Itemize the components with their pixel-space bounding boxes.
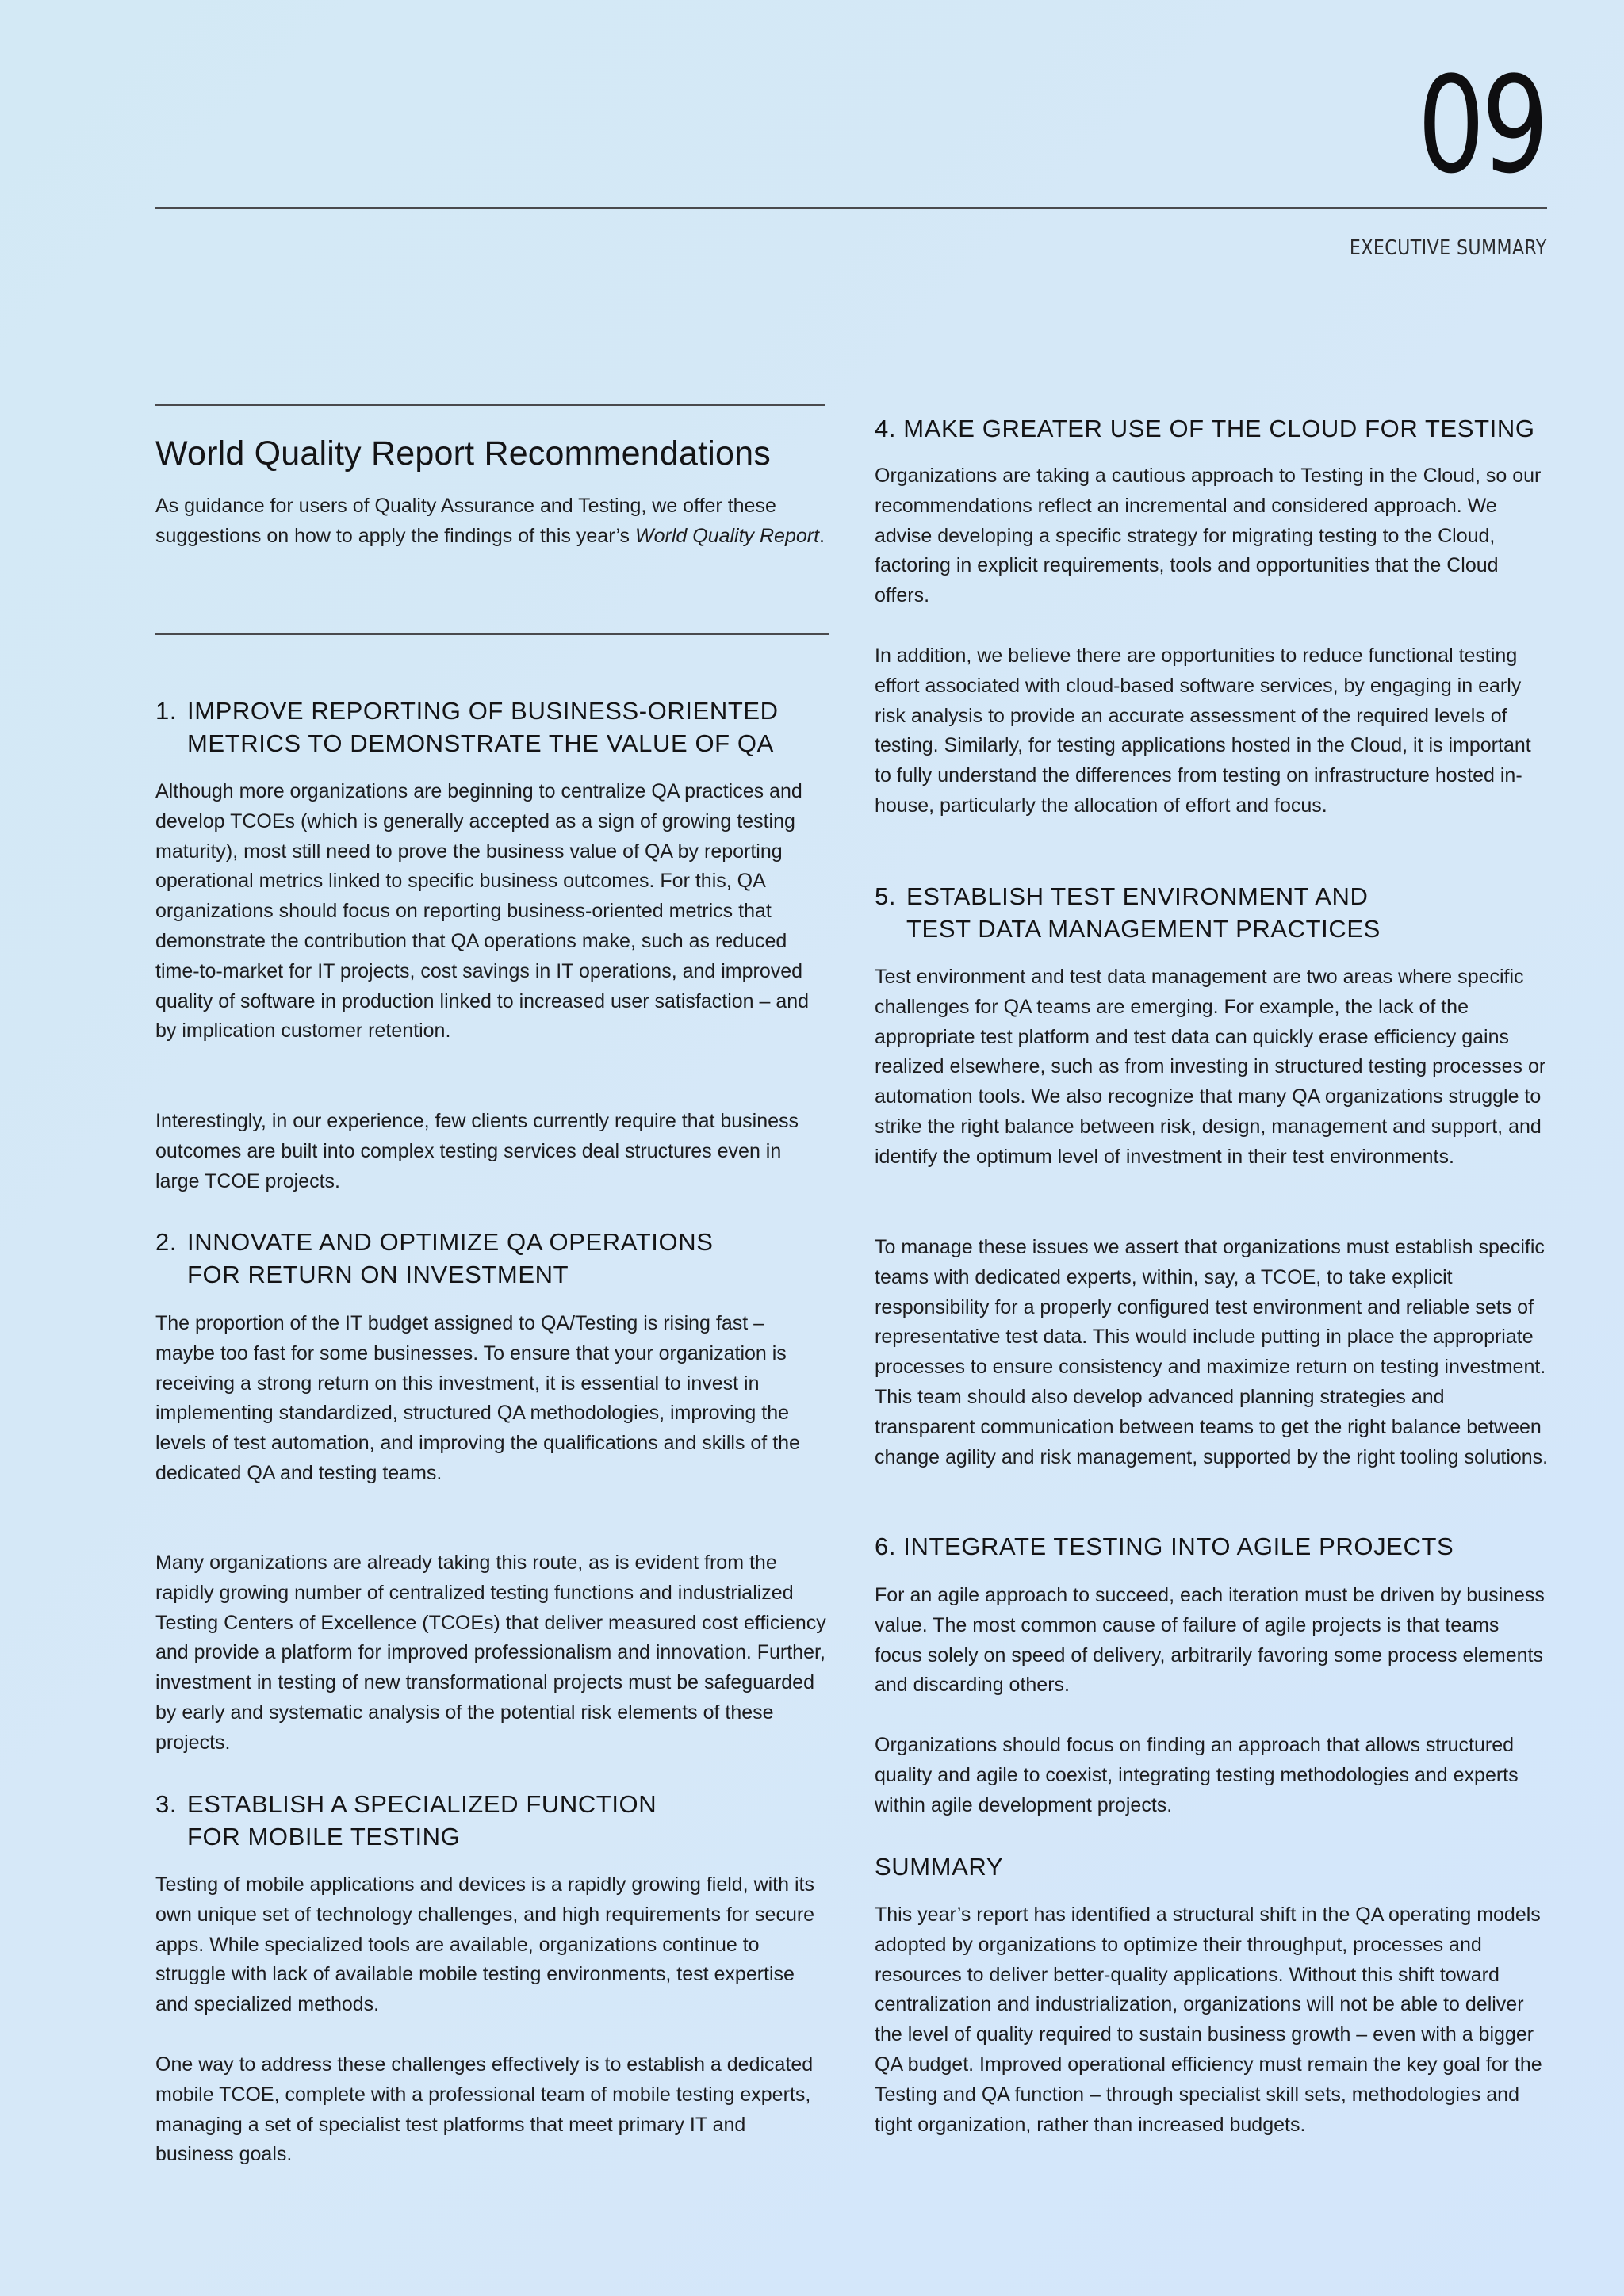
section-6-heading <box>875 1530 1549 1563</box>
intro-bottom-divider <box>155 633 829 635</box>
page-number: 09 <box>1417 48 1545 203</box>
section-1-paragraph-2: Interestingly, in our experience, few clients currently require that business outcomes are built into complex testing services deal structures even in large TCOE projects. <box>155 1110 799 1192</box>
section-5-heading <box>875 880 1549 945</box>
section-6-number: 6. <box>875 1533 897 1560</box>
section-2-paragraph-1: The proportion of the IT budget assigned to QA/Testing is rising fast – maybe too fast for some businesses. To ensure that your organization is receiving a strong return on this investment, it is essential to invest in implementing standardized, structured QA methodologies, improving the levels of test automation, and improving the qualifications and skills of the dedicated QA and testing teams. <box>155 1312 800 1484</box>
section-1-number: 1. <box>155 697 178 725</box>
section-4-heading <box>875 412 1557 445</box>
summary-heading: SUMMARY <box>875 1853 1004 1881</box>
section-4-paragraph-2: In addition, we believe there are opportunities to reduce functional testing effort associated with cloud-based software services, by engaging in early risk analysis to provide an accurate assessment of the required levels of testing. Similarly, for testing applications hosted in the Cloud, it is important to fully understand the differences from testing on infrastructure hosted in-house, particularly the allocation of effort and focus. <box>875 645 1531 817</box>
section-6-heading-line1: INTEGRATE TESTING INTO AGILE PROJECTS <box>903 1533 1454 1560</box>
section-1-heading-line1: IMPROVE REPORTING OF BUSINESS-ORIENTED <box>187 697 779 725</box>
section-5-paragraph-2: To manage these issues we assert that organizations must establish specific teams with dedicated experts, within, say, a TCOE, to take explicit responsibility for a properly configured test environment and reliable sets of representative test data. This would include putting in place the appropriate processes to ensure consistency and maximize return on testing investment. This team should also develop advanced planning strategies and transparent communication between teams to get the right balance between change agility and risk management, supported by the right tooling solutions. <box>875 1236 1549 1468</box>
section-3-heading-line2: FOR MOBILE TESTING <box>187 1823 461 1850</box>
section-5-heading-line2: TEST DATA MANAGEMENT PRACTICES <box>906 915 1381 943</box>
section-3-paragraph-2: One way to address these challenges effectively is to establish a dedicated mobile TCOE, complete with a professional team of mobile testing experts, managing a set of specialist test platforms that meet primary IT and business goals. <box>155 2053 814 2166</box>
section-6-paragraph-2: Organizations should focus on finding an approach that allows structured quality and agile to coexist, integrating testing methodologies and experts within agile development projects. <box>875 1734 1519 1816</box>
header-divider <box>155 207 1547 209</box>
intro-text-lead: As guidance for users of Quality Assurance and Testing, we offer these suggestions on how to apply the findings of this year’s <box>155 495 776 547</box>
intro-top-divider <box>155 404 825 406</box>
intro-title: World Quality Report Recommendations <box>155 434 771 473</box>
section-3-number: 3. <box>155 1790 178 1818</box>
report-title-emphasis: World Quality Report <box>635 525 820 547</box>
section-5-paragraph-1: Test environment and test data management are two areas where specific challenges for QA teams are emerging. For example, the lack of the appropriate test platform and test data can quickly erase efficiency gains realized elsewhere, such as from investing in structured testing processes or automation tools. We also recognize that many QA organizations struggle to strike the right balance between risk, design, management and support, and identify the optimum level of investment in their test environments. <box>875 966 1546 1168</box>
section-5-heading-line1: ESTABLISH TEST ENVIRONMENT AND <box>906 882 1369 910</box>
section-2-heading <box>155 1226 829 1291</box>
section-2-heading-line2: FOR RETURN ON INVESTMENT <box>187 1261 569 1288</box>
section-1-heading <box>155 695 829 760</box>
section-3-heading-line1: ESTABLISH A SPECIALIZED FUNCTION <box>187 1790 657 1818</box>
section-5-number: 5. <box>875 882 897 910</box>
intro-text-end: . <box>819 525 825 547</box>
section-3-heading <box>155 1788 829 1853</box>
intro-text <box>155 491 829 551</box>
section-6-paragraph-1: For an agile approach to succeed, each iteration must be driven by business value. The most common cause of failure of agile projects is that teams focus solely on speed of delivery, arbitrarily favoring some process elements and discarding others. <box>875 1584 1545 1697</box>
section-2-paragraph-2: Many organizations are already taking this route, as is evident from the rapidly growing number of centralized testing functions and industrialized Testing Centers of Excellence (TCOEs) that deliver measured cost efficiency and provide a platform for improved professionalism and innovation. Further, investment in testing of new transformational projects must be safeguarded by early and systematic analysis of the potential risk elements of these projects. <box>155 1552 826 1754</box>
section-4-paragraph-1: Organizations are taking a cautious approach to Testing in the Cloud, so our recommendations reflect an incremental and considered approach. We advise developing a specific strategy for migrating testing to the Cloud, factoring in explicit requirements, tools and opportunities that the Cloud offers. <box>875 465 1542 607</box>
section-2-number: 2. <box>155 1228 178 1256</box>
section-label: EXECUTIVE SUMMARY <box>1350 236 1547 260</box>
section-4-heading-line1: MAKE GREATER USE OF THE CLOUD FOR TESTING <box>903 415 1535 442</box>
section-2-heading-line1: INNOVATE AND OPTIMIZE QA OPERATIONS <box>187 1228 714 1256</box>
section-1-heading-line2: METRICS TO DEMONSTRATE THE VALUE OF QA <box>187 729 774 757</box>
section-1-paragraph-1: Although more organizations are beginning to centralize QA practices and develop TCOEs (which is generally accepted as a sign of growing testing maturity), most still need to prove the business value of QA by reporting operational metrics linked to specific business outcomes. For this, QA organizations should focus on reporting business-oriented metrics that demonstrate the contribution that QA operations make, such as reduced time-to-market for IT projects, cost savings in IT operations, and improved quality of software in production linked to increased user satisfaction – and by implication customer retention. <box>155 780 810 1043</box>
section-3-paragraph-1: Testing of mobile applications and devices is a rapidly growing field, with its own unique set of technology challenges, and high requirements for secure apps. While specialized tools are available, organizations continue to struggle with lack of available mobile testing environments, test expertise and specialized methods. <box>155 1873 815 2016</box>
section-4-number: 4. <box>875 415 897 442</box>
summary-paragraph: This year’s report has identified a structural shift in the QA operating models adopted by organizations to optimize their throughput, processes and resources to deliver better-quality applications. Without this shift toward centralization and industrialization, organizations will not be able to deliver the level of quality required to sustain business growth – even with a bigger QA budget. Improved operational efficiency must remain the key goal for the Testing and QA function – through specialist skill sets, methodologies and tight organization, rather than increased budgets. <box>875 1904 1542 2136</box>
